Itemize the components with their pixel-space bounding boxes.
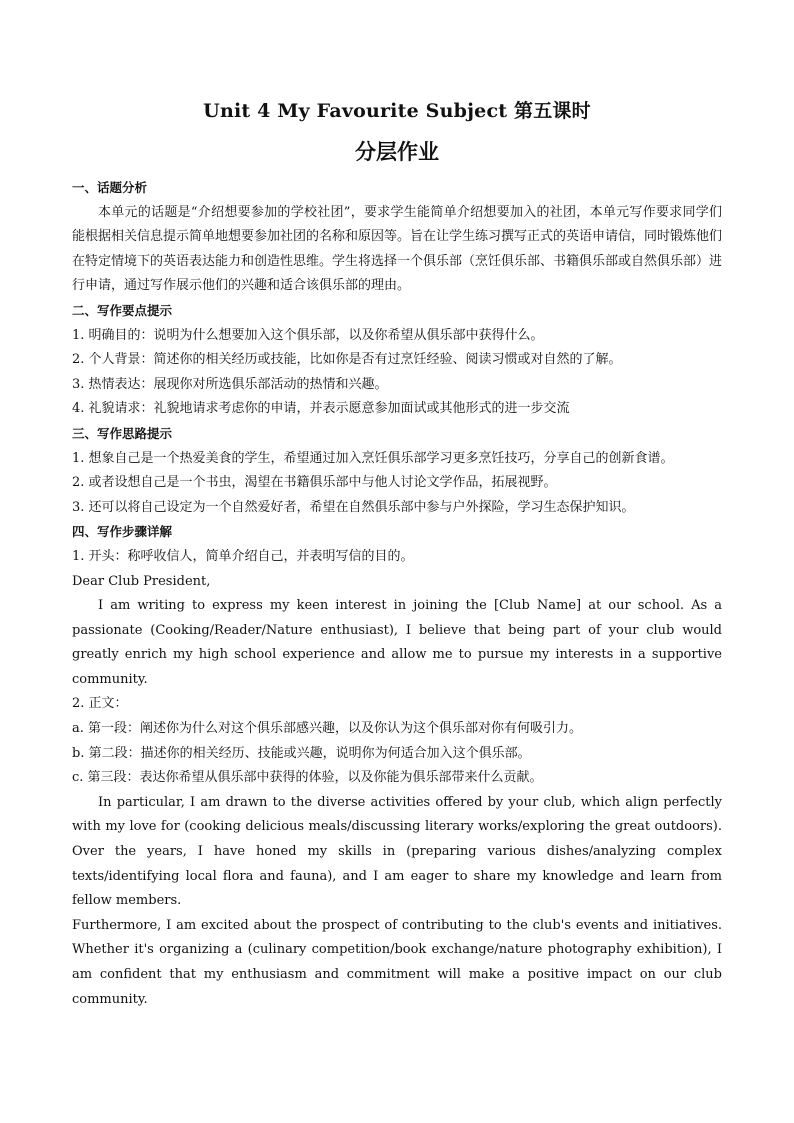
- list-item: 2. 个人背景：简述你的相关经历或技能，比如你是否有过烹饪经验、阅读习惯或对自然的了解。: [72, 352, 622, 368]
- list-item: 2. 或者设想自己是一个书虫，渴望在书籍俱乐部中与他人讨论文学作品，拓展视野。: [72, 475, 557, 491]
- paragraph: 本单元的话题是“介绍想要参加的学校社团”，要求学生能简单介绍想要加入的社团，本单元写作要求同学们能根据相关信息提示简单地想要参加社团的名称和原因等。旨在让学生练习撰写正式的英语申请信，同时锻炼他们在特定情境下的英语表达能力和创造性思维。学生将选择一个俱乐部（烹饪俱乐部、书籍俱乐部或自然俱乐部）进行申请，通过写作展示他们的兴趣和适合该俱乐部的理由。: [72, 204, 723, 294]
- section-heading: 四、写作步骤详解: [72, 524, 173, 540]
- list-item: 3. 还可以将自己设定为一个自然爱好者，希望在自然俱乐部中参与户外探险，学习生态保护知识。: [72, 499, 635, 515]
- section-heading: 二、写作要点提示: [72, 302, 173, 318]
- list-item: 1. 明确目的：说明为什么想要加入这个俱乐部，以及你希望从俱乐部中获得什么。: [72, 327, 544, 343]
- letter-paragraph: In particular, I am drawn to the diverse activities offered by your club, which align perfectly with my love for (cooking delicious meals/discussing literary works/exploring the great outdoors). Over the years, I have honed my skills in (preparing various dishes/analyzing complex texts/identifying local flora and fauna), and I am eager to share my knowledge and learn from fellow members.: [72, 794, 722, 909]
- list-item: b. 第二段：描述你的相关经历、技能或兴趣，说明你为何适合加入这个俱乐部。: [72, 745, 531, 761]
- list-item: 4. 礼貌请求：礼貌地请求考虑你的申请，并表示愿意参加面试或其他形式的进一步交流: [72, 401, 570, 417]
- page-title: Unit 4 My Favourite Subject 第五课时: [203, 100, 591, 122]
- page-subtitle: 分层作业: [355, 139, 439, 164]
- letter-salutation: Dear Club President,: [72, 573, 211, 589]
- list-item: 1. 想象自己是一个热爱美食的学生，希望通过加入烹饪俱乐部学习更多烹饪技巧，分享自己的创新食谱。: [72, 450, 674, 466]
- list-item: 3. 热情表达：展现你对所选俱乐部活动的热情和兴趣。: [72, 376, 388, 392]
- list-item: a. 第一段：阐述你为什么对这个俱乐部感兴趣，以及你认为这个俱乐部对你有何吸引力。: [72, 721, 583, 737]
- list-item: c. 第三段：表达你希望从俱乐部中获得的体验，以及你能为俱乐部带来什么贡献。: [72, 770, 543, 786]
- list-item: 1. 开头：称呼收信人，简单介绍自己，并表明写信的目的。: [72, 548, 414, 564]
- letter-paragraph: Furthermore, I am excited about the prospect of contributing to the club's events and initiatives. Whether it's organizing a (culinary competition/book exchange/nature photography exhibition), I am confident that my enthusiasm and commitment will make a positive impact on our club community.: [72, 917, 722, 1007]
- list-item: 2. 正文：: [72, 696, 128, 712]
- document-body: [72, 176, 722, 1012]
- letter-paragraph: I am writing to express my keen interest in joining the [Club Name] at our school. As a passionate (Cooking/Reader/Nature enthusiast), I believe that being part of your club would greatly enrich my high school experience and allow me to pursue my interests in a supportive community.: [72, 598, 722, 687]
- section-heading: 三、写作思路提示: [72, 425, 173, 441]
- section-heading: 一、话题分析: [72, 180, 148, 195]
